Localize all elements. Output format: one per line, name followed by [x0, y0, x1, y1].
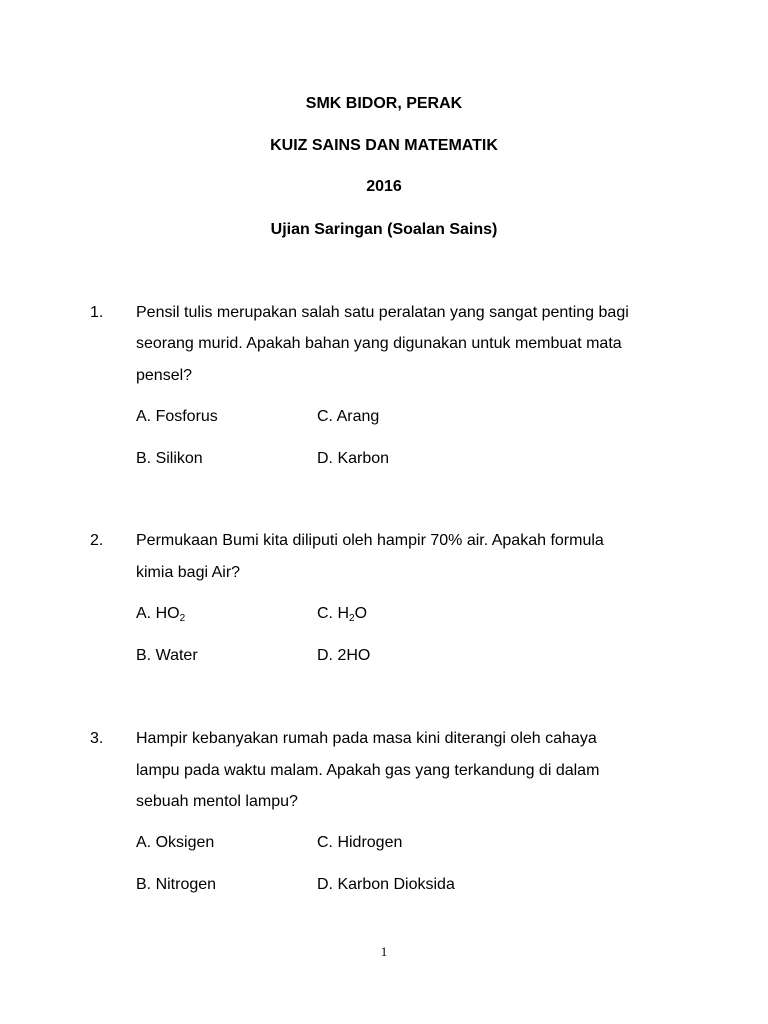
quiz-title: KUIZ SAINS DAN MATEMATIK: [270, 137, 498, 154]
option-d: D. Karbon: [317, 450, 390, 467]
quiz-year: 2016: [366, 178, 402, 195]
option-a-text: A. HO: [136, 605, 180, 622]
question-text-line: seorang murid. Apakah bahan yang digunakan untuk membuat mata: [136, 335, 622, 352]
option-a: [136, 604, 185, 624]
question-text-line: Permukaan Bumi kita diliputi oleh hampir 70% air. Apakah formula: [136, 532, 604, 549]
quiz-subtitle: Ujian Saringan (Soalan Sains): [270, 221, 498, 238]
question-number: 1.: [90, 304, 104, 321]
option-a: A. Oksigen: [136, 834, 215, 851]
option-d: D. 2HO: [317, 647, 371, 664]
option-c: C. Hidrogen: [317, 834, 403, 851]
school-name: SMK BIDOR, PERAK: [305, 95, 463, 112]
option-b: B. Water: [136, 647, 198, 664]
option-c: C. Arang: [317, 408, 380, 425]
question-text-line: lampu pada waktu malam. Apakah gas yang terkandung di dalam: [136, 762, 600, 779]
subscript: 2: [179, 613, 186, 624]
page-number: 1: [380, 944, 388, 959]
option-a: A. Fosforus: [136, 408, 218, 425]
option-c-text: C. H: [317, 605, 349, 622]
option-d: D. Karbon Dioksida: [317, 876, 455, 893]
option-c: [317, 604, 367, 624]
option-c-suffix: O: [354, 605, 368, 622]
question-text-line: kimia bagi Air?: [136, 564, 241, 581]
question-number: 3.: [90, 730, 104, 747]
question-text-line: Pensil tulis merupakan salah satu peralatan yang sangat penting bagi: [136, 304, 629, 321]
question-number: 2.: [90, 532, 104, 549]
subscript: 2: [349, 613, 355, 624]
option-b: B. Nitrogen: [136, 876, 217, 893]
question-text-line: pensel?: [136, 367, 193, 384]
question-text-line: Hampir kebanyakan rumah pada masa kini diterangi oleh cahaya: [136, 730, 597, 747]
question-text-line: sebuah mentol lampu?: [136, 793, 298, 810]
option-b: B. Silikon: [136, 450, 203, 467]
